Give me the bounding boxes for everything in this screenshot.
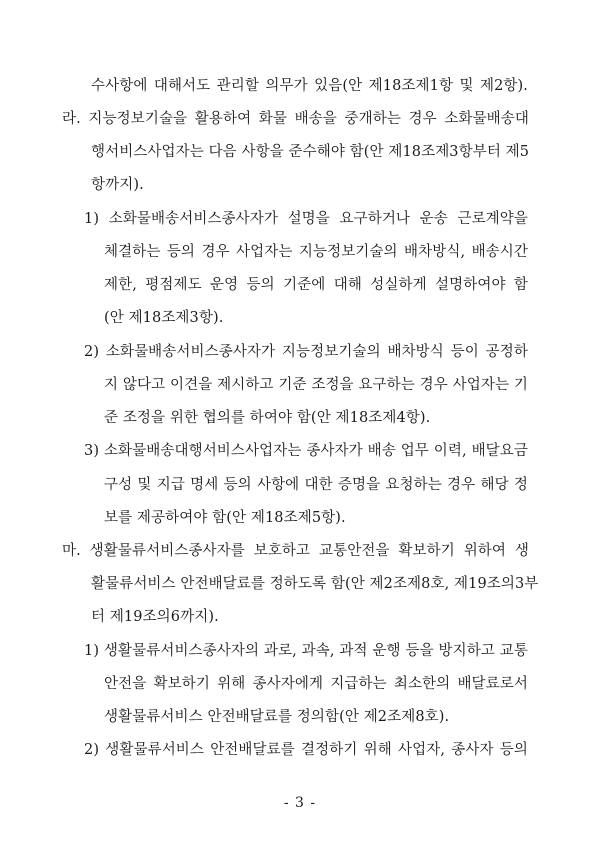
item-ra-1-line-2: 체결하는 등의 경우 사업자는 지능정보기술의 배차방식, 배송시간 <box>104 244 528 260</box>
item-ra-3-line-2: 구성 및 지급 명세 등의 사항에 대한 증명을 요청하는 경우 해당 정 <box>104 477 528 493</box>
section-ra-line-2: 행서비스사업자는 다음 사항을 준수해야 함(안 제18조제3항부터 제5 <box>91 144 530 160</box>
body-line-1: 수사항에 대해서도 관리할 의무가 있음(안 제18조제1항 및 제2항). <box>91 78 528 94</box>
item-ra-3-line-1: 3) 소화물배송대행서비스사업자는 종사자가 배송 업무 이력, 배달요금 <box>84 443 528 459</box>
item-ra-3-line-3: 보를 제공하여야 함(안 제18조제5항). <box>104 510 346 526</box>
item-ma-1-line-1: 1) 생활물류서비스종사자의 과로, 과속, 과적 운행 등을 방지하고 교통 <box>84 643 528 659</box>
section-ma-heading-line: 마. 생활물류서비스종사자를 보호하고 교통안전을 확보하기 위하여 생 <box>62 543 529 559</box>
page-number: - 3 - <box>283 795 317 811</box>
item-ma-2-line-1: 2) 생활물류서비스 안전배달료를 결정하기 위해 사업자, 종사자 등의 <box>84 742 528 758</box>
section-ma-line-3: 터 제19조의6까지). <box>91 609 219 625</box>
item-ma-1-line-3: 생활물류서비스 안전배달료를 정의함(안 제2조제8호). <box>104 709 450 725</box>
item-ra-2-line-2: 지 않다고 이견을 제시하고 기준 조정을 요구하는 경우 사업자는 기 <box>104 377 528 393</box>
section-ra-heading-line: 라. 지능정보기술을 활용하여 화물 배송을 중개하는 경우 소화물배송대 <box>62 111 529 127</box>
item-ra-1-line-3: 제한, 평점제도 운영 등의 기준에 대해 성실하게 설명하여야 함 <box>104 277 528 293</box>
item-ra-2-line-3: 준 조정을 위한 협의를 하여야 함(안 제18조제4항). <box>104 410 431 426</box>
item-ra-2-line-1: 2) 소화물배송서비스종사자가 지능정보기술의 배차방식 등이 공정하 <box>84 344 528 360</box>
item-ra-1-line-1: 1) 소화물배송서비스종사자가 설명을 요구하거나 운송 근로계약을 <box>84 211 528 227</box>
section-ra-line-3: 항까지). <box>91 177 144 193</box>
section-ma-line-2: 활물류서비스 안전배달료를 정하도록 함(안 제2조제8호, 제19조의3부 <box>91 576 539 592</box>
item-ra-1-line-4: (안 제18조제3항). <box>104 310 224 326</box>
item-ma-1-line-2: 안전을 확보하기 위해 종사자에게 지급하는 최소한의 배달료로서 <box>104 676 528 692</box>
